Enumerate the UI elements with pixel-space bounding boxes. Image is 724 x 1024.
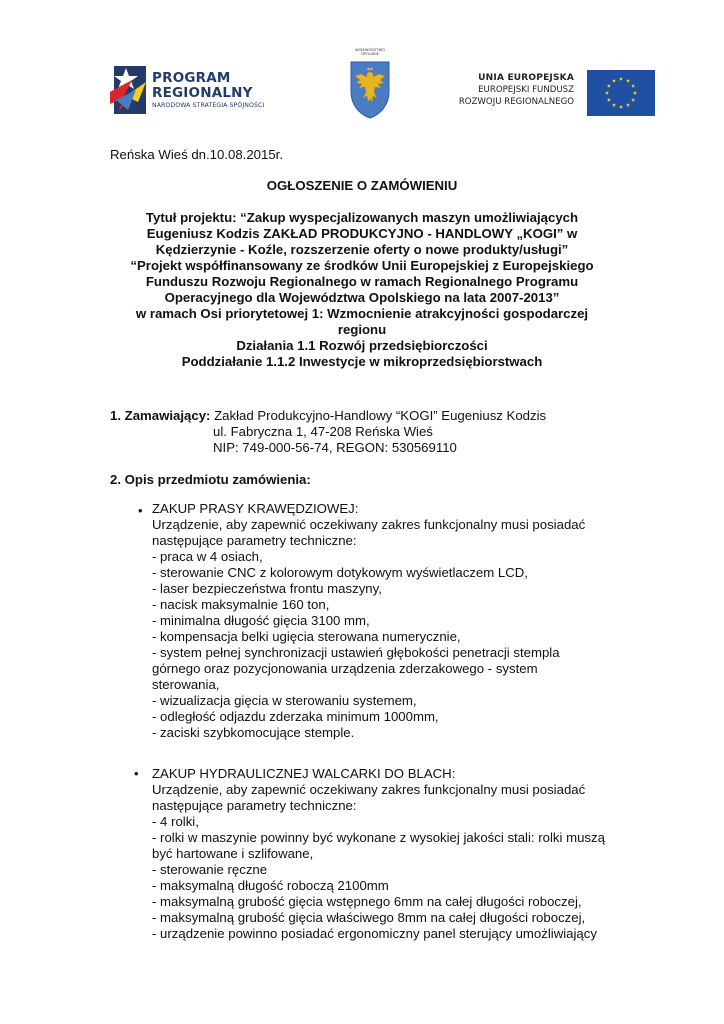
item-line: sterowania, <box>152 677 220 692</box>
eagle-shield-icon <box>349 60 391 120</box>
title-line: Eugeniusz Kodzis ZAKŁAD PRODUKCYJNO - HANDLOWY „KOGI” w <box>146 226 578 241</box>
title-line: Kędzierzynie - Koźle, rozszerzenie oferty o nowe produkty/usługi” <box>155 242 569 257</box>
title-line: Poddziałanie 1.1.2 Inwestycje w mikroprzedsiębiorstwach <box>181 354 543 369</box>
title-line: “Projekt współfinansowany ze środków Unii Europejskiej z Europejskiego <box>130 258 594 273</box>
eu-flag-icon <box>587 70 655 116</box>
item-line: - urządzenie powinno posiadać ergonomiczny panel sterujący umożliwiający <box>152 926 597 941</box>
item-line: - odległość odjazdu zderzaka minimum 1000mm, <box>152 709 439 724</box>
item-line: ZAKUP PRASY KRAWĘDZIOWEJ: <box>152 501 359 516</box>
item-press-brake <box>152 501 585 741</box>
opolskie-caption-line2: OPOLSKIE <box>361 52 379 57</box>
item-line: ZAKUP HYDRAULICZNEJ WALCARKI DO BLACH: <box>152 766 456 781</box>
item-line: - sterowanie CNC z kolorowym dotykowym wyświetlaczem LCD, <box>152 565 528 580</box>
item-line: być hartowane i szlifowane, <box>152 846 314 861</box>
title-line: Operacyjnego dla Województwa Opolskiego na lata 2007-2013” <box>164 290 560 305</box>
item-line: następujące parametry techniczne: <box>152 533 357 548</box>
item-line: następujące parametry techniczne: <box>152 798 357 813</box>
ordering-party-ids: NIP: 749-000-56-74, REGON: 530569110 <box>213 440 457 455</box>
item-line: - rolki w maszynie powinny być wykonane z wysokiej jakości stali: rolki muszą <box>152 830 605 845</box>
program-regionalny-emblem-icon <box>110 58 150 116</box>
title-line: regionu <box>337 322 387 337</box>
project-title-block <box>0 210 724 370</box>
program-logo-line1: PROGRAM <box>152 70 231 86</box>
eu-logo-text <box>459 72 574 108</box>
item-line: - 4 rolki, <box>152 814 199 829</box>
item-line: - laser bezpieczeństwa frontu maszyny, <box>152 581 382 596</box>
ordering-party-value: Zakład Produkcyjno-Handlowy “KOGI” Eugeniusz Kodzis <box>210 408 547 423</box>
item-line: - maksymalną grubość gięcia właściwego 8mm na całej długości roboczej, <box>152 910 586 925</box>
section-subject-heading: 2. Opis przedmiotu zamówienia: <box>110 472 311 487</box>
item-line: - maksymalną grubość gięcia wstępnego 6mm na całej długości roboczej, <box>152 894 582 909</box>
item-line: - praca w 4 osiach, <box>152 549 263 564</box>
item-line: - kompensacja belki ugięcia sterowana numerycznie, <box>152 629 461 644</box>
ordering-party-label: 1. Zamawiający: <box>110 408 211 423</box>
document-heading: OGŁOSZENIE O ZAMÓWIENIU <box>266 178 458 193</box>
title-line: w ramach Osi priorytetowej 1: Wzmocnienie atrakcyjności gospodarczej <box>135 306 589 321</box>
item-line: - zaciski szybkomocujące stemple. <box>152 725 355 740</box>
opolskie-logo <box>345 48 395 122</box>
program-logo-line2: REGIONALNY <box>152 84 253 101</box>
opolskie-caption-line1: WOJEWÓDZTWO <box>355 48 385 52</box>
eu-logo-line3: ROZWOJU REGIONALNEGO <box>458 97 574 107</box>
eu-logo-line1: UNIA EUROPEJSKA <box>478 73 574 83</box>
title-line: Tytuł projektu: “Zakup wyspecjalizowanych maszyn umożliwiających <box>145 210 579 225</box>
item-line: - sterowanie ręczne <box>152 862 268 877</box>
bullet-marker: • <box>134 766 139 781</box>
program-logo-line3: NARODOWA STRATEGIA SPÓJNOŚCI <box>152 102 265 109</box>
program-regionalny-logo <box>110 58 310 118</box>
item-line: - maksymalną długość roboczą 2100mm <box>152 878 389 893</box>
title-line: Działania 1.1 Rozwój przedsiębiorczości <box>236 338 488 353</box>
item-line: Urządzenie, aby zapewnić oczekiwany zakres funkcjonalny musi posiadać <box>152 782 586 797</box>
item-line: górnego oraz pozycjonowania urządzenia zderzakowego - system <box>152 661 538 676</box>
ordering-party-address: ul. Fabryczna 1, 47-208 Reńska Wieś <box>213 424 433 439</box>
title-line: Funduszu Rozwoju Regionalnego w ramach Regionalnego Programu <box>145 274 579 289</box>
place-date: Reńska Wieś dn.10.08.2015r. <box>110 147 284 162</box>
item-plate-rolling-machine <box>152 766 605 942</box>
item-line: - nacisk maksymalnie 160 ton, <box>152 597 330 612</box>
section-ordering-party <box>110 408 546 424</box>
item-line: Urządzenie, aby zapewnić oczekiwany zakres funkcjonalny musi posiadać <box>152 517 586 532</box>
eu-logo-line2: EUROPEJSKI FUNDUSZ <box>478 85 574 95</box>
item-line: - system pełnej synchronizacji ustawień głębokości penetracji stempla <box>152 645 560 660</box>
bullet-marker: • <box>138 503 143 518</box>
item-line: - minimalna długość gięcia 3100 mm, <box>152 613 370 628</box>
item-line: - wizualizacja gięcia w sterowaniu systemem, <box>152 693 417 708</box>
